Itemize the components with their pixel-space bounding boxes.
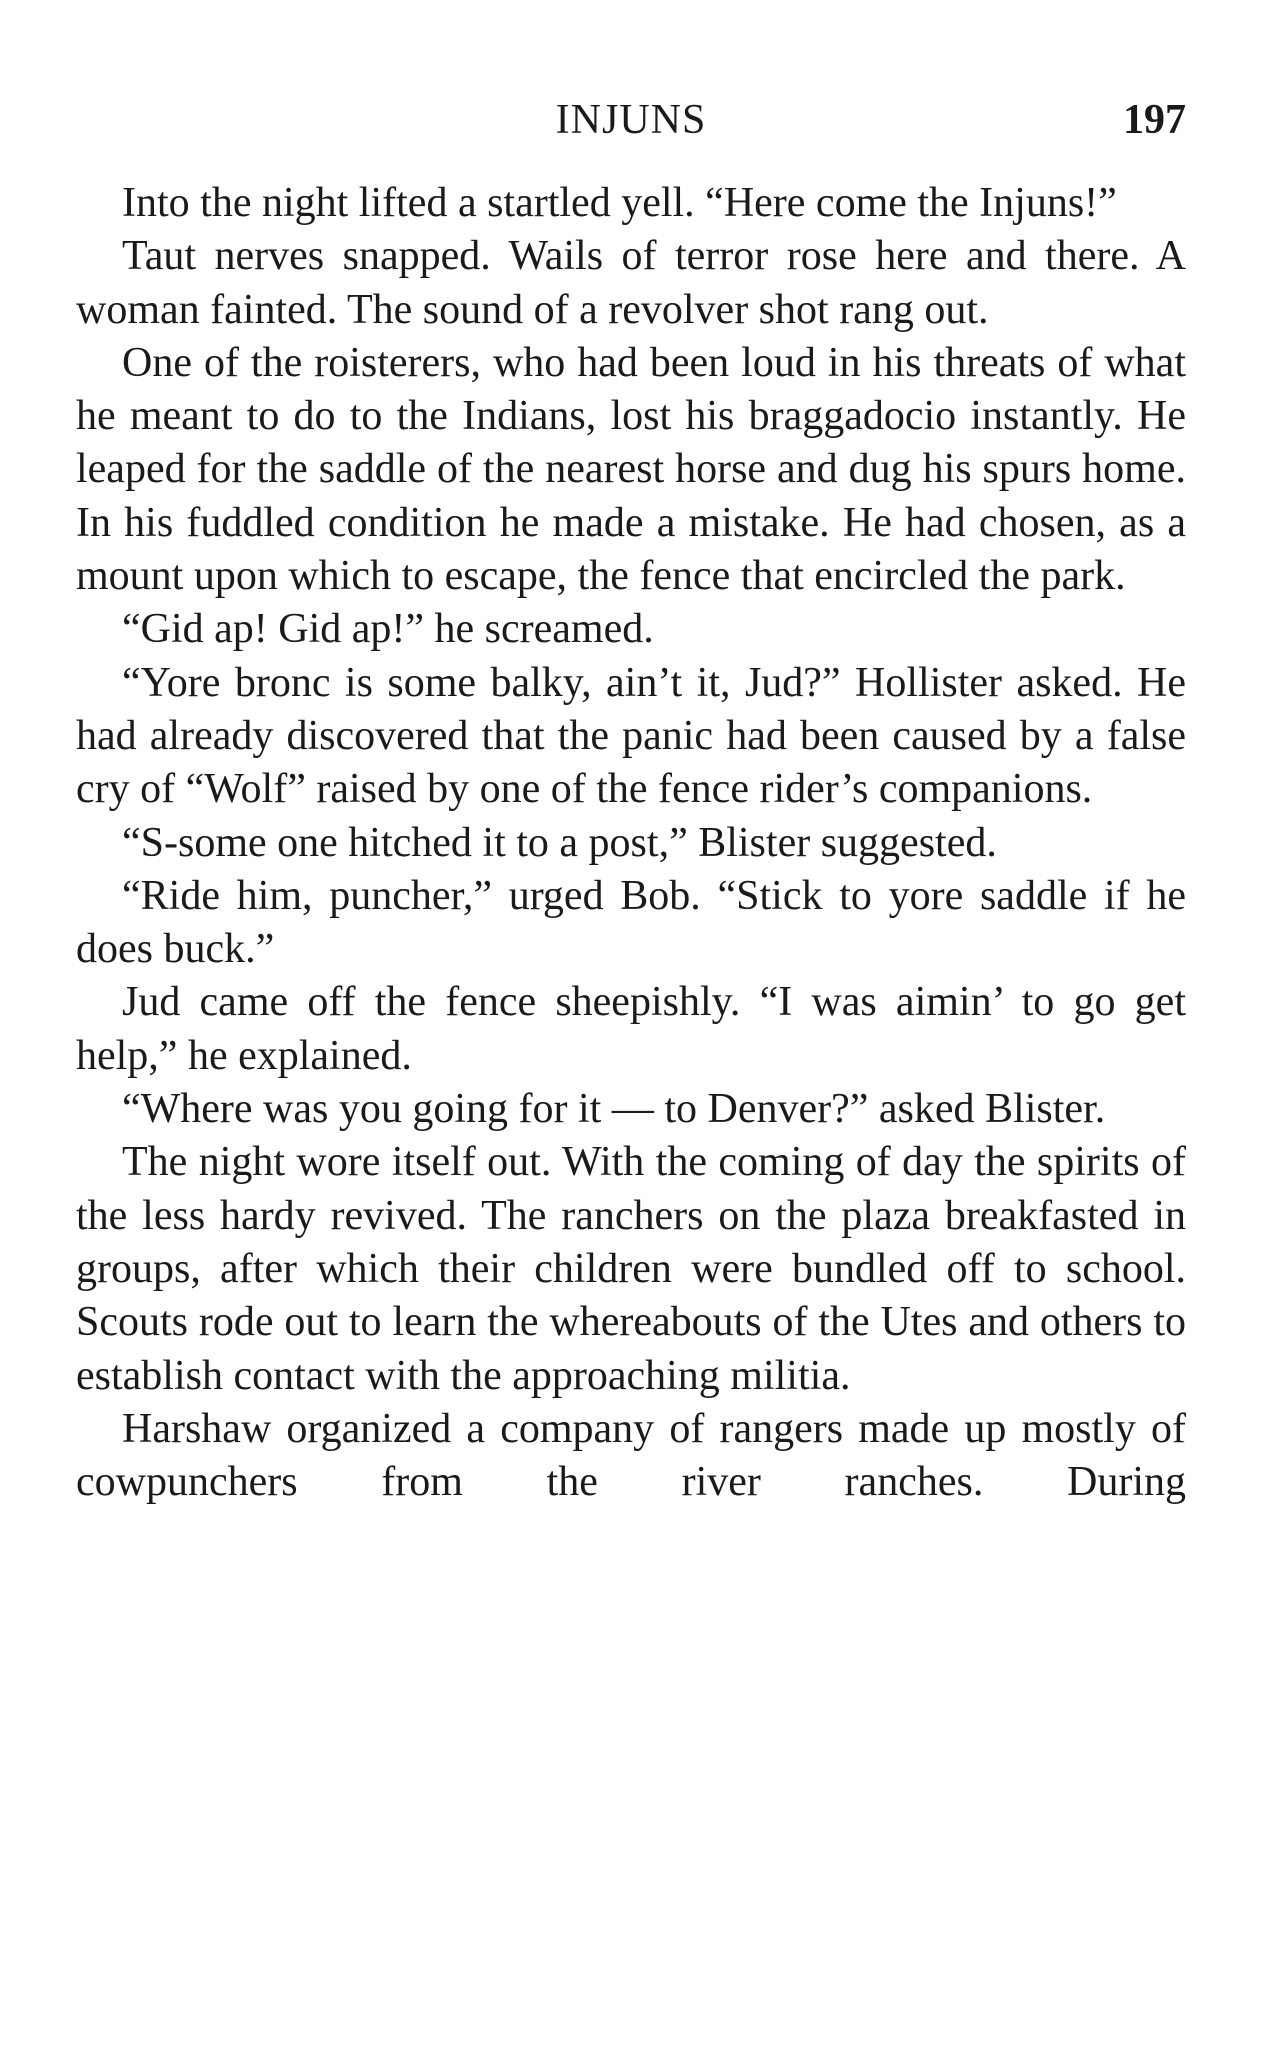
running-head: INJUNS (555, 97, 707, 143)
body-text (76, 177, 1186, 1509)
paragraph: One of the roisterers, who had been loud in his threats of what he meant to do to the Indians, lost his braggadocio instantly. He leaped for the saddle of the nearest horse and dug his spurs home. In his fuddled condition he made a mistake. He had chosen, as a mount upon which to escape, the fence that encircled the park. (76, 339, 1186, 600)
page-number: 197 (1123, 97, 1186, 143)
paragraph: “Gid ap! Gid ap!” he screamed. (122, 606, 654, 653)
paragraph: Taut nerves snapped. Wails of terror rose here and there. A woman fainted. The sound of a revolver shot rang out. (76, 233, 1186, 333)
paragraph: “Yore bronc is some balky, ain’t it, Jud?” Hollister asked. He had already discovered that the panic had been caused by a false cry of “Wolf” raised by one of the fence rider’s companions. (76, 659, 1186, 813)
paragraph: “Where was you going for it — to Denver?” asked Blister. (122, 1086, 1106, 1133)
paragraph: Into the night lifted a startled yell. “Here come the Injuns!” (122, 180, 1117, 226)
page-header (76, 88, 1186, 152)
paragraph: “Ride him, puncher,” urged Bob. “Stick to yore saddle if he does buck.” (76, 872, 1186, 973)
paragraph: Jud came off the fence sheepishly. “I was aimin’ to go get help,” he explained. (76, 979, 1186, 1079)
paragraph: The night wore itself out. With the coming of day the spirits of the less hardy revived. The ranchers on the plaza breakfasted in groups, after which their children were bundled off to school. Scouts rode out to learn the whereabouts of the Utes and others to establish contact with the approaching militia. (76, 1139, 1186, 1399)
paragraph: Harshaw organized a company of rangers made up mostly of cowpunchers from the river ranches. During (76, 1405, 1186, 1506)
paragraph: “S-some one hitched it to a post,” Blister suggested. (122, 819, 997, 866)
